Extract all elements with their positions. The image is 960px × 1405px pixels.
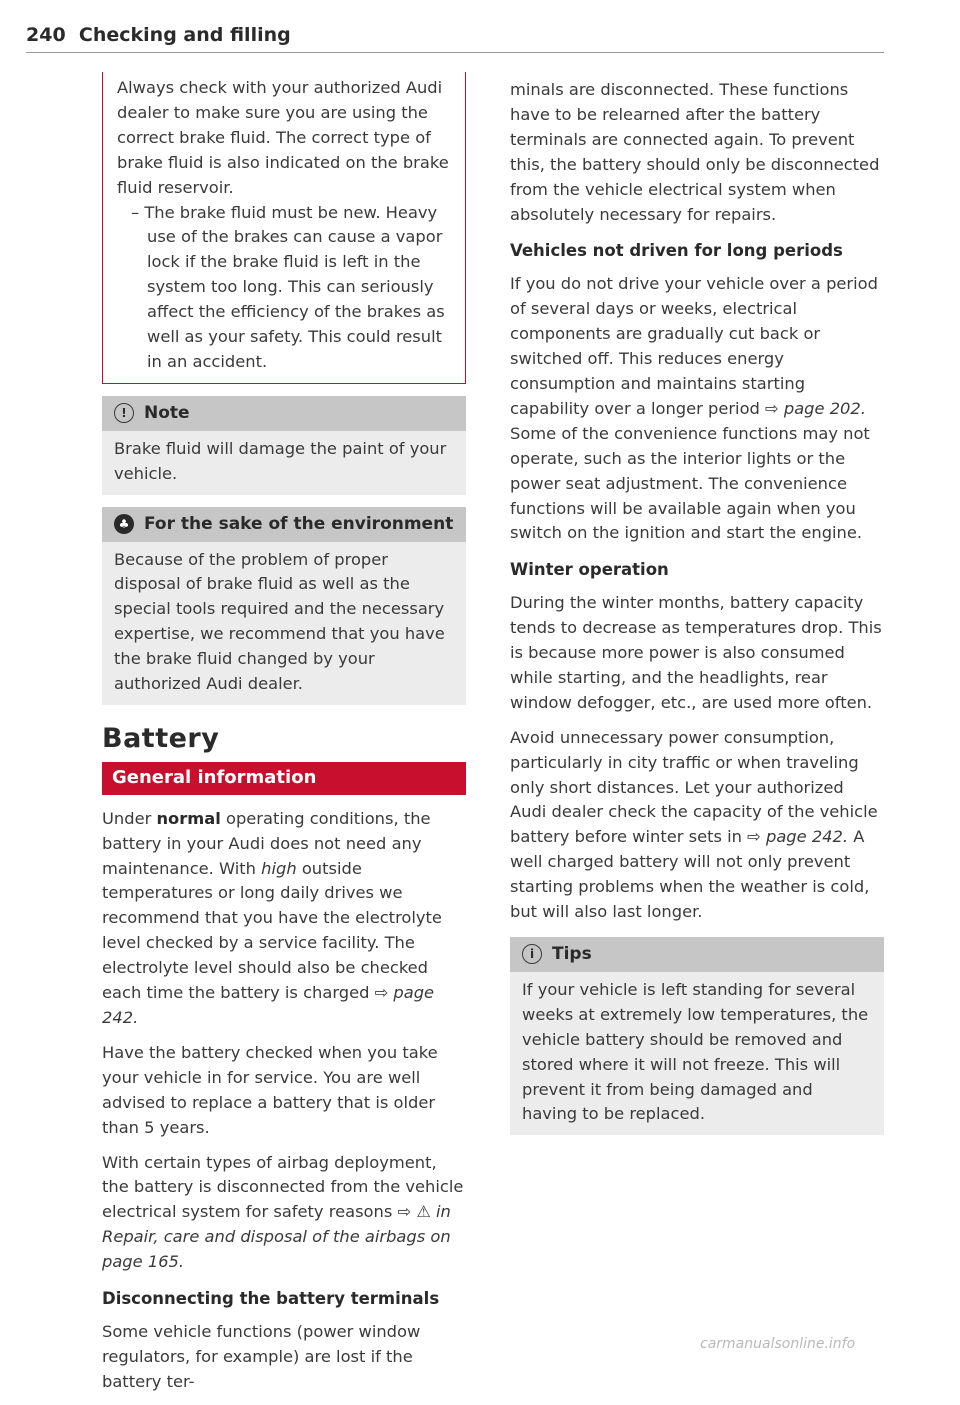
tips-header [510, 937, 884, 972]
left-column [102, 78, 466, 1405]
battery-paragraph-3: With certain types of airbag deployment, the battery is disconnected from the vehicle electrical system for safety reasons ⇨ ⚠ in Repair, care and disposal of the airbags on page 165. [102, 1152, 464, 1272]
page-ref-202-link[interactable]: ⇨ page 202. [765, 398, 866, 418]
note-title: Note [144, 402, 190, 423]
tips-box [510, 937, 884, 1135]
page-ref-link[interactable]: ⇨ page 242. [102, 983, 435, 1027]
warning-text-1: Always check with your authorized Audi dealer to make sure you are using the correct brake fluid. The correct type of brake fluid is also indicated on the brake fluid reservoir. [117, 78, 449, 197]
battery-paragraph-4: Some vehicle functions (power window regulators, for example) are lost if the battery ter- [102, 1321, 421, 1391]
right-paragraph-4: Avoid unnecessary power consumption, particularly in city traffic or when traveling only short distances. Let your authorized Audi dealer check the capacity of the vehicle battery before winter sets in ⇨ page 242. A well charged battery will not only prevent starting problems when the weather is cold, but will also last longer. [510, 727, 878, 922]
exclamation-circle-icon: ! [114, 403, 134, 423]
environment-box [102, 507, 466, 705]
battery-heading: Battery [102, 722, 220, 754]
winter-heading: Winter operation [510, 560, 669, 580]
tips-text: If your vehicle is left standing for several weeks at extremely low temperatures, the vehicle battery should be removed and stored where it will not freeze. This will prevent it from being damaged and having to be replaced. [522, 979, 869, 1124]
header-rule [26, 52, 884, 53]
section-title: Checking and filling [78, 24, 291, 46]
page-ref-242-link[interactable]: ⇨ page 242. [747, 827, 849, 847]
disconnecting-heading: Disconnecting the battery terminals [102, 1289, 440, 1309]
right-paragraph-2: If you do not drive your vehicle over a period of several days or weeks, electrical components are gradually cut back or switched off. This reduces energy consumption and maintains starting capability over a longer period ⇨ page 202. Some of the convenience functions may not operate, such as the interior lights or the power seat adjustment. The convenience functions will be available again when you switch on the ignition and start the engine. [510, 274, 878, 543]
right-column [510, 78, 884, 1135]
battery-paragraph-2: Have the battery checked when you take your vehicle in for service. You are well advised to replace a battery that is older than 5 years. [102, 1042, 438, 1137]
general-information-bar: General information [102, 762, 466, 795]
environment-text: Because of the problem of proper disposal of brake fluid as well as the special tools required and the necessary expertise, we recommend that you have the brake fluid changed by your authorized Audi dealer. [114, 549, 445, 694]
tips-title: Tips [552, 944, 592, 964]
watermark: carmanualsonline.info [700, 1336, 856, 1352]
warning-box [102, 72, 466, 384]
warning-text-2: – The brake fluid must be new. Heavy use of the brakes can cause a vapor lock if the brake fluid is left in the system too long. This can seriously affect the efficiency of the brakes as well as your safety. This could result in an accident. [131, 202, 445, 371]
airbag-ref-link[interactable]: ⇨ ⚠ in Repair, care and disposal of the airbags on page 165. [102, 1202, 451, 1272]
battery-paragraph-1: Under normal operating conditions, the battery in your Audi does not need any maintenance. With high outside temperatures or long daily drives we recommend that you have the electrolyte level checked by a service facility. The electrolyte level should also be checked each time the battery is charged ⇨ page 242. [102, 808, 442, 1027]
right-paragraph-1: minals are disconnected. These functions have to be relearned after the battery terminals are connected again. To prevent this, the battery should only be disconnected from the vehicle electrical system when absolutely necessary for repairs. [510, 80, 880, 224]
note-box [102, 396, 466, 495]
environment-header [102, 507, 466, 542]
page-header [26, 24, 291, 46]
environment-title: For the sake of the environment [144, 513, 454, 534]
info-circle-icon: i [522, 944, 542, 964]
note-header [102, 396, 466, 431]
leaf-icon: ♣ [114, 514, 134, 534]
right-paragraph-3: During the winter months, battery capacity tends to decrease as temperatures drop. This is because more power is also consumed while starting, and the headlights, rear window defogger, etc., are used more often. [510, 593, 882, 712]
page-number: 240 [26, 24, 66, 46]
long-periods-heading: Vehicles not driven for long periods [510, 241, 843, 261]
note-text: Brake fluid will damage the paint of your vehicle. [114, 438, 447, 483]
